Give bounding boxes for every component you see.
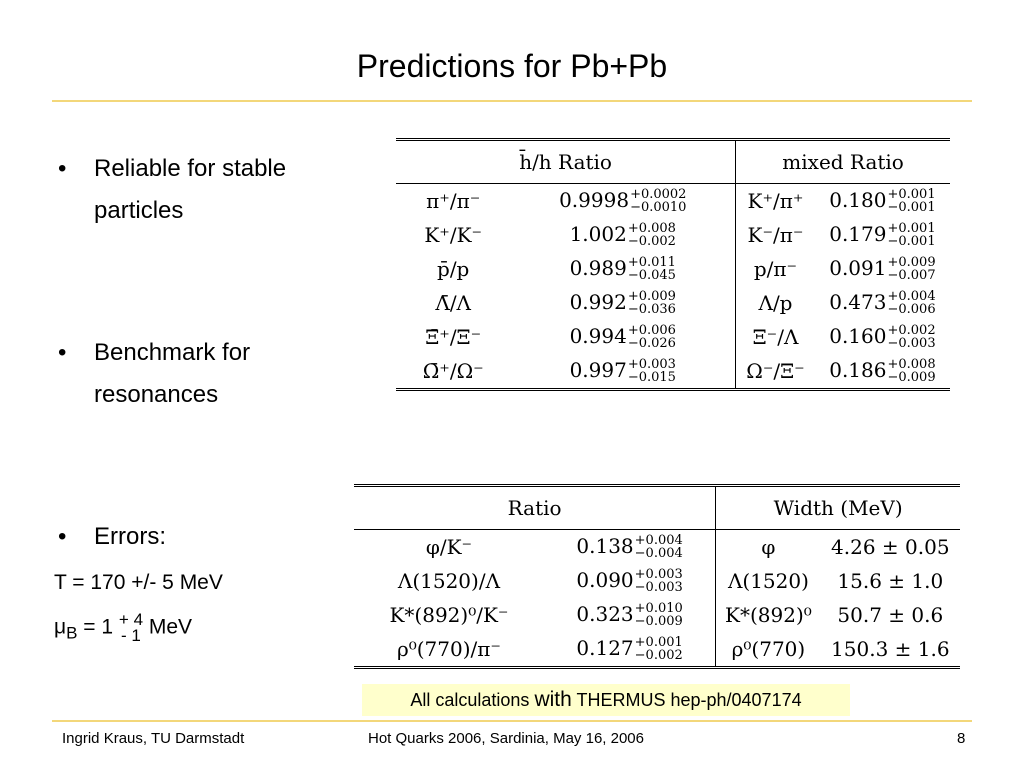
ratio-name: K⁻/π⁻ (736, 218, 815, 252)
ratio-value: 0.138 +0.004 −0.004 (576, 533, 683, 562)
footer-divider (52, 720, 972, 722)
ratio-name: p/π⁻ (736, 252, 815, 286)
ratio-name: Λ(1520)/Λ (397, 569, 501, 593)
table1-header-mixed: mixed Ratio (736, 140, 950, 184)
ratio-name: π⁺/π⁻ (426, 189, 481, 213)
ratio-value: 0.323 +0.010 −0.009 (576, 601, 683, 630)
footer-author: Ingrid Kraus, TU Darmstadt (62, 730, 245, 747)
particle-name: K*(892)⁰ (716, 598, 821, 632)
footer-page-number: 8 (957, 730, 966, 747)
table2-header-width: Width (MeV) (716, 486, 960, 530)
mu-subscript: B (66, 623, 78, 643)
table1-header-antiparticle: h̄/h Ratio (396, 140, 736, 184)
mu-minus: - 1 (121, 626, 141, 645)
ratio-name: Ξ⁻/Λ (736, 320, 815, 354)
mu-b-error (54, 612, 192, 644)
thermus-note (362, 684, 850, 716)
bullet-marker: • (58, 339, 67, 366)
temperature-error: T = 170 +/- 5 MeV (54, 571, 223, 594)
table-row (396, 184, 950, 219)
bullet-line: resonances (94, 381, 219, 408)
ratio-value: 0.9998 +0.0002 −0.0010 (559, 187, 687, 216)
bullet-line: Reliable for stable (94, 155, 287, 182)
ratio-table-2 (354, 484, 960, 669)
ratio-table-1 (396, 138, 950, 391)
ratio-name: Ξ̄⁺/Ξ⁻ (425, 325, 482, 349)
bullet-marker: • (58, 155, 67, 182)
table-row (354, 632, 960, 668)
width-value: 50.7 ± 0.6 (837, 603, 944, 627)
ratio-value: 0.992 +0.009 −0.036 (569, 289, 676, 318)
ratio-value: 0.090 +0.003 −0.003 (576, 567, 683, 596)
bullet-line: Errors: (94, 523, 166, 550)
title-divider (52, 100, 972, 102)
mu-unit: MeV (148, 615, 193, 639)
footer-event: Hot Quarks 2006, Sardinia, May 16, 2006 (368, 730, 644, 747)
width-value: 150.3 ± 1.6 (831, 637, 950, 661)
table-row (396, 354, 950, 390)
bullet-line: Benchmark for (94, 339, 251, 366)
particle-name: φ (716, 530, 821, 565)
table-row (354, 530, 960, 565)
ratio-value: 0.473 +0.004 −0.006 (829, 289, 936, 318)
mu-value: = 1 (83, 615, 114, 639)
bullet-line: particles (94, 197, 184, 224)
ratio-name: Ω̄⁺/Ω⁻ (422, 359, 484, 383)
particle-name: ρ⁰(770) (716, 632, 821, 668)
table-row (396, 286, 950, 320)
table-row (354, 598, 960, 632)
ratio-name: p̄/p (437, 257, 470, 281)
ratio-name: K*(892)⁰/K⁻ (389, 603, 509, 627)
ratio-value: 0.179 +0.001 −0.001 (829, 221, 936, 250)
ratio-value: 1.002 +0.008 −0.002 (569, 221, 676, 250)
ratio-name: ρ⁰(770)/π⁻ (396, 637, 501, 661)
ratio-name: Λ/p (736, 286, 815, 320)
note-text-post: THERMUS hep-ph/0407174 (571, 690, 802, 710)
note-text-pre: All calculations (410, 690, 535, 710)
ratio-name: φ/K⁻ (425, 535, 473, 559)
ratio-value: 0.994 +0.006 −0.026 (569, 323, 676, 352)
bullet-marker: • (58, 523, 67, 550)
ratio-value: 0.091 +0.009 −0.007 (829, 255, 936, 284)
mu-plus: + 4 (118, 610, 144, 629)
table-row (354, 564, 960, 598)
note-text-mid: with (534, 688, 572, 711)
ratio-value: 0.186 +0.008 −0.009 (829, 357, 936, 386)
ratio-value: 0.160 +0.002 −0.003 (829, 323, 936, 352)
mu-symbol: μ (54, 615, 67, 639)
ratio-name: Λ̄/Λ (435, 291, 471, 315)
table-row (396, 252, 950, 286)
ratio-value: 0.127 +0.001 −0.002 (576, 635, 683, 664)
ratio-value: 0.180 +0.001 −0.001 (829, 187, 936, 216)
particle-name: Λ(1520) (716, 564, 821, 598)
slide-title: Predictions for Pb+Pb (356, 48, 668, 84)
ratio-name: K⁺/K⁻ (424, 223, 483, 247)
width-value: 15.6 ± 1.0 (837, 569, 944, 593)
table-row (396, 218, 950, 252)
ratio-name: K⁺/π⁺ (736, 184, 815, 219)
table-row (396, 320, 950, 354)
table2-header-ratio: Ratio (354, 486, 716, 530)
width-value: 4.26 ± 0.05 (831, 535, 950, 559)
ratio-value: 0.989 +0.011 −0.045 (569, 255, 676, 284)
ratio-name: Ω⁻/Ξ⁻ (736, 354, 815, 390)
ratio-value: 0.997 +0.003 −0.015 (569, 357, 676, 386)
